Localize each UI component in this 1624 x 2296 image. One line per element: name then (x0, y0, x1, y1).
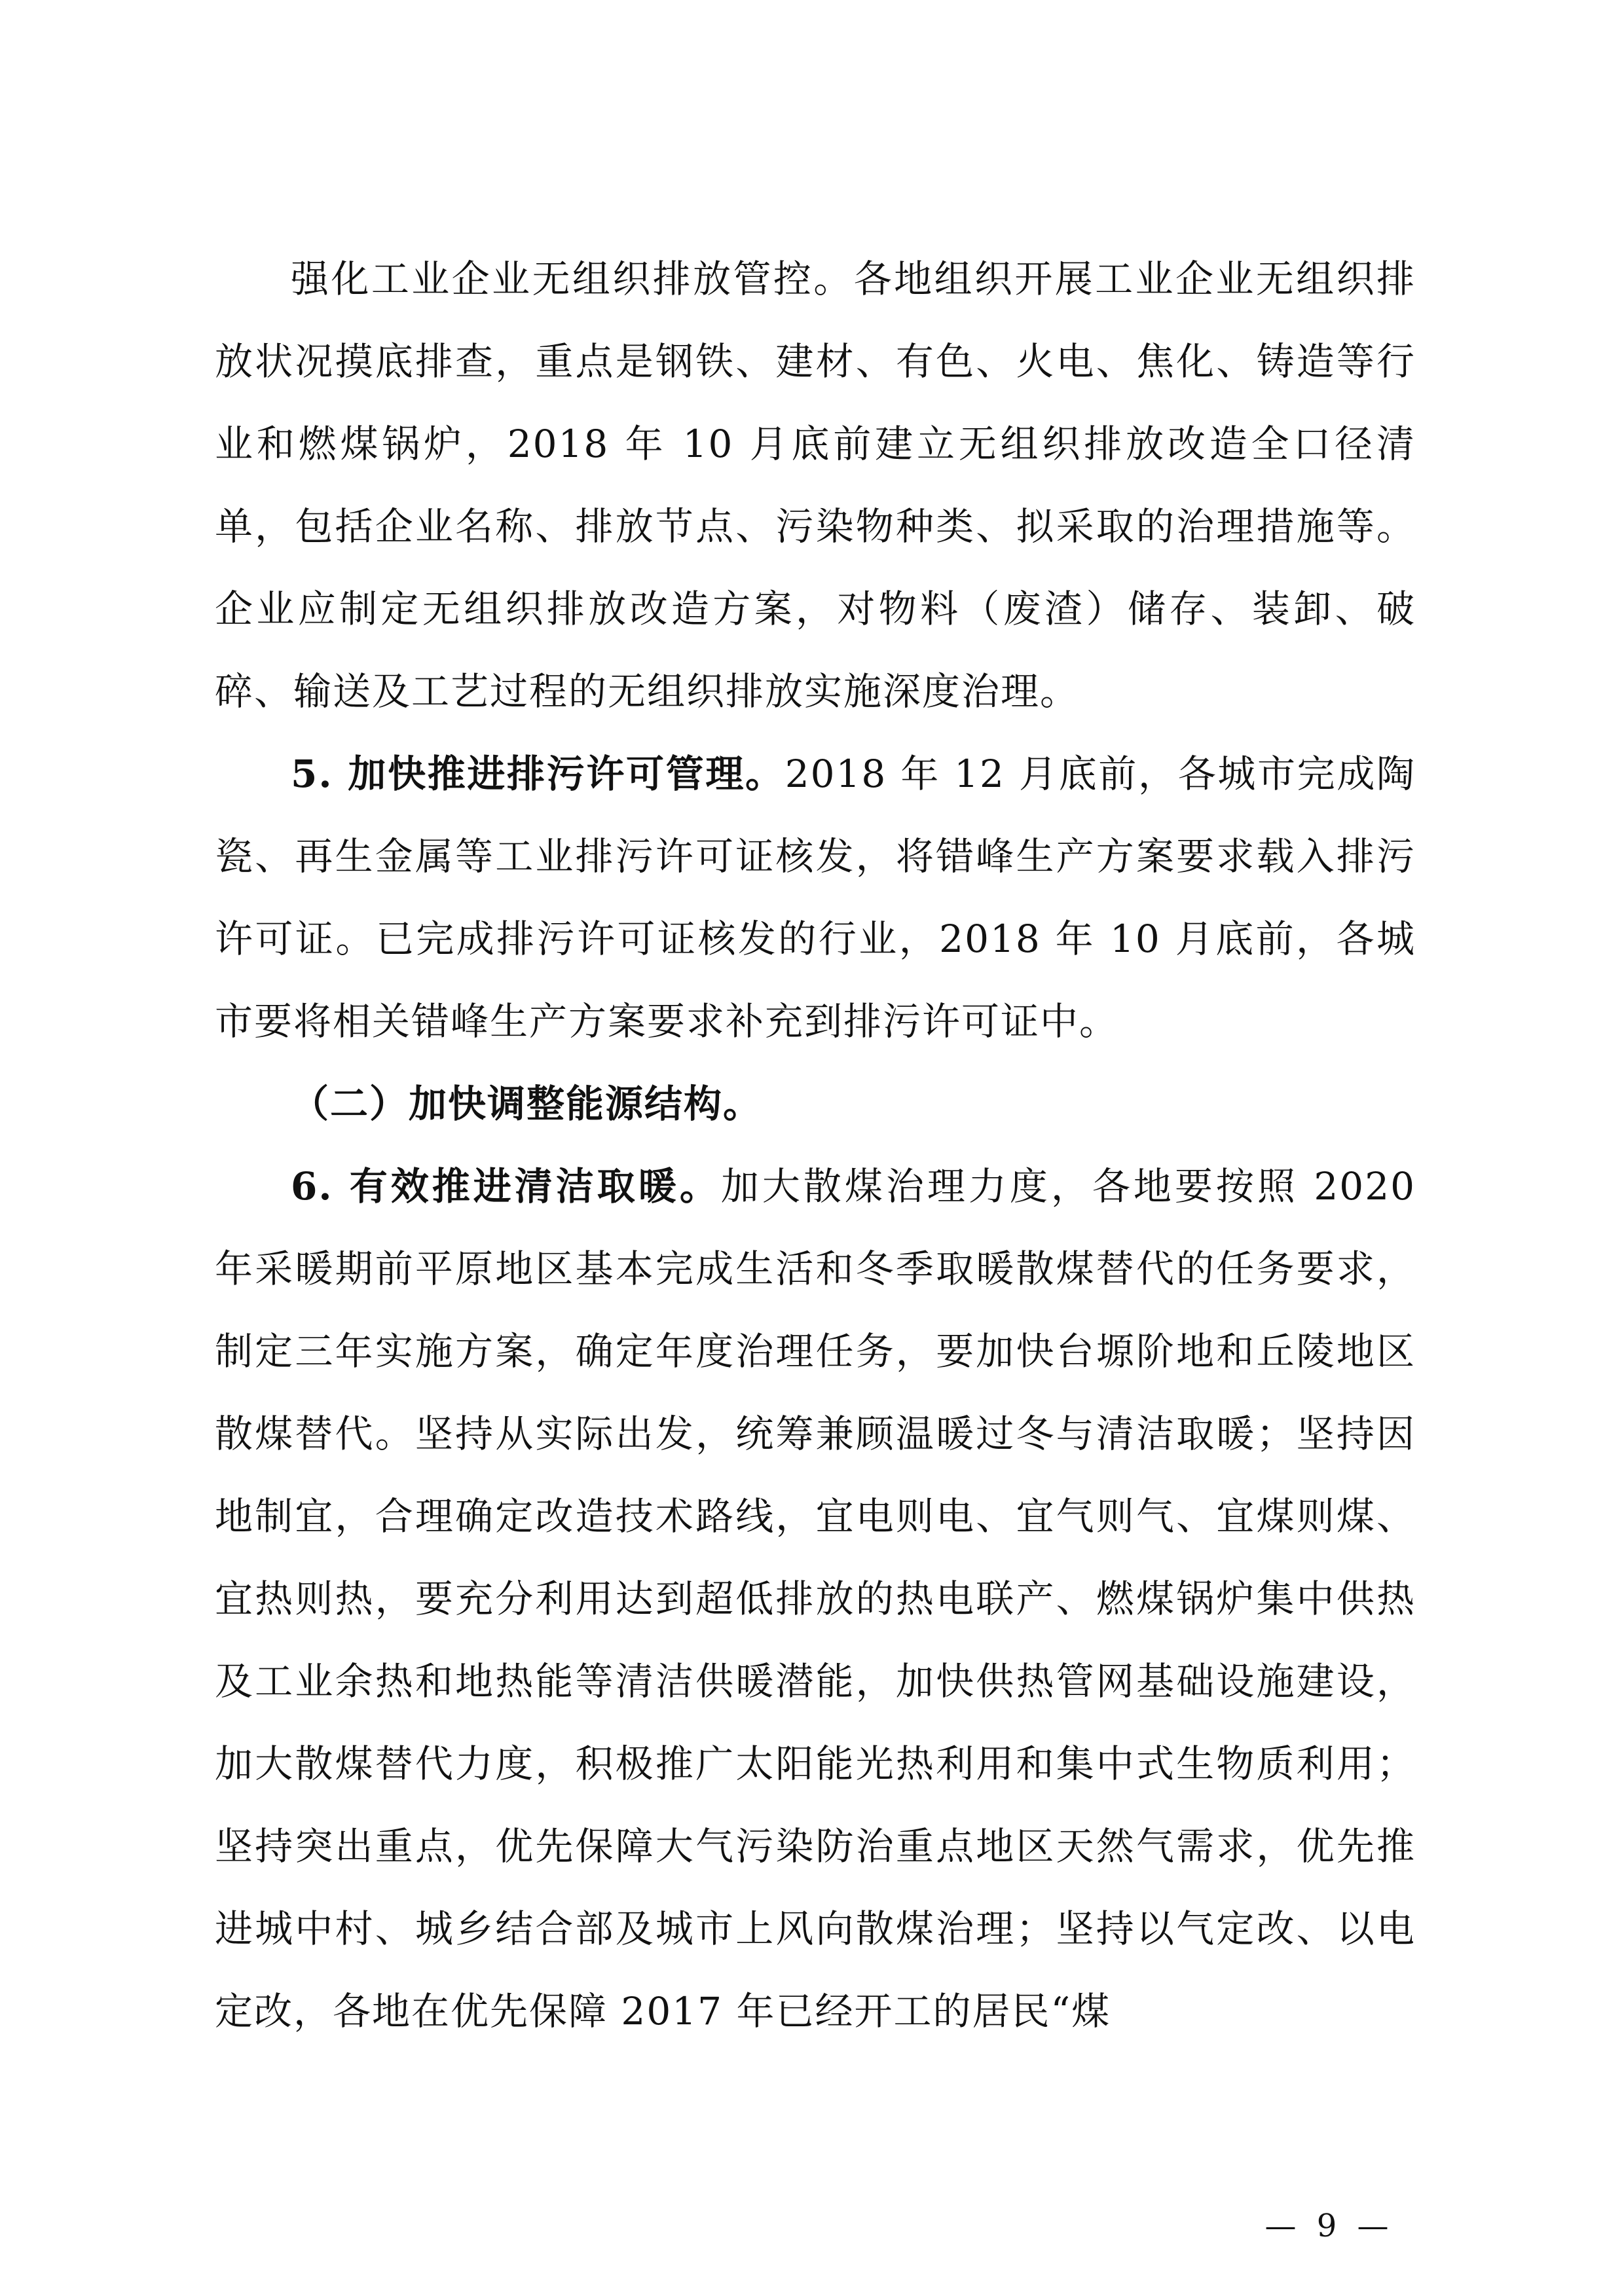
document-body (215, 238, 1416, 2052)
section-heading (215, 1063, 1416, 1145)
section-heading-text: （二）加快调整能源结构。 (291, 1082, 763, 1126)
paragraph-clean-heating (215, 1145, 1416, 2052)
paragraph-unorganized-emissions (215, 238, 1416, 733)
paragraph-text: 加大散煤治理力度，各地要按照 2020 年采暖期前平原地区基本完成生活和冬季取暖散煤替代的任务要求，制定三年实施方案，确定年度治理任务，要加快台塬阶地和丘陵地区散煤替代。坚持从实际出发，统筹兼顾温暖过冬与清洁取暖；坚持因地制宜，合理确定改造技术路线，宜电则电、宜气则气、宜煤则煤、宜热则热，要充分利用达到超低排放的热电联产、燃煤锅炉集中供热及工业余热和地热能等清洁供暖潜能，加快供热管网基础设施建设，加大散煤替代力度，积极推广太阳能光热利用和集中式生物质利用；坚持突出重点，优先保障大气污染防治重点地区天然气需求，优先推进城中村、城乡结合部及城市上风向散煤治理；坚持以气定改、以电定改，各地在优先保障 2017 年已经开工的居民“煤 (215, 1164, 1416, 2033)
page-number: — 9 — (1264, 2208, 1394, 2244)
paragraph-text: 强化工业企业无组织排放管控。各地组织开展工业企业无组织排放状况摸底排查，重点是钢铁、建材、有色、火电、焦化、铸造等行业和燃煤锅炉，2018 年 10 月底前建立无组织排放改造全口径清单，包括企业名称、排放节点、污染物种类、拟采取的治理措施等。企业应制定无组织排放改造方案，对物料（废渣）储存、装卸、破碎、输送及工艺过程的无组织排放实施深度治理。 (215, 257, 1416, 714)
paragraph-text: 2018 年 12 月底前，各城市完成陶瓷、再生金属等工业排污许可证核发，将错峰生产方案要求载入排污许可证。已完成排污许可证核发的行业，2018 年 10 月底前，各城市要将相关错峰生产方案要求补充到排污许可证中。 (215, 752, 1416, 1044)
paragraph-heading: 6. 有效推进清洁取暖。 (291, 1164, 721, 1209)
paragraph-pollutant-permit (215, 733, 1416, 1063)
paragraph-heading: 5. 加快推进排污许可管理。 (291, 752, 785, 796)
